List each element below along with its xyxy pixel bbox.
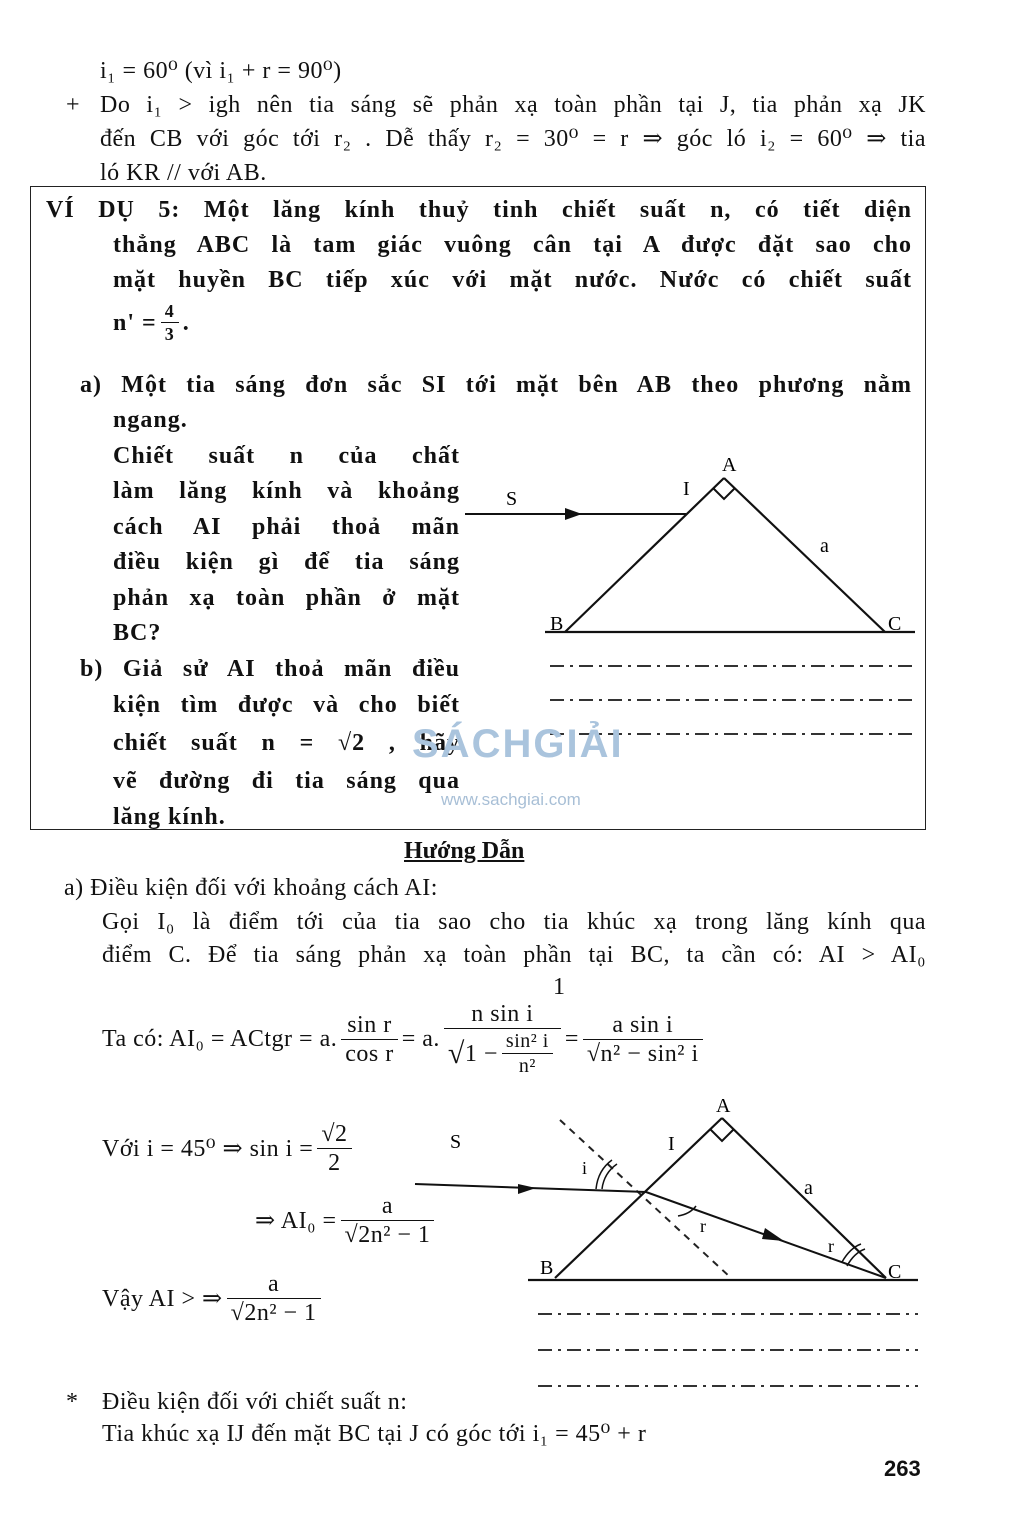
fraction-asini [583,1011,703,1068]
f2-den: √ 1 − $\frac{\text{sin² i}}{\text{n²}}$ [444,1029,561,1078]
example-title-2: thẳng ABC là tam giác vuông cân tại A được đặt sao cho [113,232,912,258]
side-ab [565,478,724,632]
sin-den: 2 [328,1150,341,1176]
part-b-line-5: lăng kính. [113,804,226,830]
prism-diagram-2 [410,1092,925,1402]
part-b-line-3: chiết suất n = √2 , hãy [113,730,460,756]
normal-dashed-line [560,1120,730,1277]
label-s: S [506,488,518,510]
label-s: S [450,1131,462,1153]
guide-heading: Hướng Dẫn [404,838,525,864]
vay-prefix: Vậy AI > ⇒ [102,1285,223,1312]
f2-den-den: n² [518,1055,536,1077]
fraction-vay [227,1270,321,1327]
part-a-q-6: BC? [113,620,162,646]
top-line-1: i₁ = 60⁰ (vì i₁ + r = 90⁰) [100,58,342,84]
top-line-2: Do i₁ > igh nên tia sáng sẽ phản xạ toàn phần tại J, tia phản xạ JK [100,92,926,118]
watermark-brand: SÁCHGIẢI [412,722,624,766]
formula-ai0 [102,1000,707,1078]
prism-diagram-1 [460,450,920,750]
f3-den: √n² − sin² i [586,1040,699,1067]
f3-eq: = [564,1026,579,1052]
part-a-q-3: cách AI phải thoả mãn [113,514,460,540]
formula-vay [102,1270,325,1327]
last-line: Tia khúc xạ IJ đến mặt BC tại J có góc tới i₁ = 45⁰ + r [102,1421,647,1447]
with-i-text: Với i = 45⁰ ⇒ sin i = [102,1135,314,1162]
fraction-sinr-cosr [341,1011,397,1068]
label-b: B [550,613,564,635]
page-number: 263 [884,1456,921,1481]
label-angle-r-c: r [828,1236,834,1256]
n-prime-num: 4 [161,300,179,323]
f2-prefix: = a. [401,1026,440,1052]
f3-num: a sin i [583,1011,703,1040]
top-line-3: đến CB với góc tới r₂ . Dễ thấy r₂ = 30⁰ = r ⇒ góc ló i₂ = 60⁰ ⇒ tia [100,126,926,152]
label-i: I [668,1133,675,1155]
label-a-vertex: A [722,454,737,476]
fraction-sqrt2-2 [317,1120,351,1177]
ai0-num: a [341,1192,435,1221]
side-ac [724,478,885,632]
part-a-q-2: làm lăng kính và khoảng [113,478,460,504]
example-title-3: mặt huyền BC tiếp xúc với mặt nước. Nước có chiết suất [113,267,912,293]
part-a-q-5: phản xạ toàn phần ở mặt [113,585,460,611]
f1-den: cos r [345,1040,394,1067]
guide-a-line-1: Gọi I₀ là điểm tới của tia sao cho tia khúc xạ trong lăng kính qua [102,909,926,935]
part-b-line-1: b) Giả sử AI thoả mãn điều [80,656,460,682]
right-angle-icon [710,1129,734,1141]
part-a-q-1: Chiết suất n của chất [113,443,460,469]
example-title-1: VÍ DỤ 5: Một lăng kính thuỷ tinh chiết suất n, có tiết diện [46,197,912,223]
formula-top-one: 1 [553,974,566,1000]
ai0-prefix: ⇒ AI₀ = [255,1207,337,1234]
right-angle-icon [713,488,735,499]
label-c: C [888,1261,902,1283]
f2-den-one-minus: 1 − [464,1040,498,1067]
formula-sin-i [102,1120,356,1177]
n-prime-fraction [161,300,179,345]
star-bullet: * [66,1389,79,1415]
vay-num: a [227,1270,321,1299]
sin-num: √2 [317,1120,351,1149]
top-line-4: ló KR // với AB. [100,160,267,186]
cond-n-title: Điều kiện đối với chiết suất n: [102,1389,408,1415]
watermark-url: www.sachgiai.com [441,790,581,809]
part-b-line-2: kiện tìm được và cho biết [113,692,460,718]
n-prime-expression: n' = $\frac{4}{3}$ . [113,301,190,344]
refracted-arrow-icon [762,1228,784,1241]
n-prime-label: n' = [113,309,157,336]
part-a-line-1: a) Một tia sáng đơn sắc SI tới mặt bên AB theo phương nằm [80,372,912,398]
label-i: I [683,478,690,500]
label-c: C [888,613,902,635]
f2-num: n sin i [444,1000,561,1029]
label-a-vertex: A [716,1095,731,1117]
label-angle-i: i [582,1158,588,1178]
side-ab [555,1118,722,1278]
label-b: B [540,1257,554,1279]
part-a-q-4: điều kiện gì để tia sáng [113,549,460,575]
label-a-side: a [820,535,829,557]
vay-den: √2n² − 1 [230,1300,317,1326]
ray-arrow-icon [565,508,582,520]
label-angle-r: r [700,1216,706,1236]
n-prime-den: 3 [164,324,175,344]
f1-num: sin r [341,1011,397,1040]
label-a-side: a [804,1177,813,1199]
part-b-line-4: vẽ đường đi tia sáng qua [113,768,460,794]
part-a-line-2: ngang. [113,407,188,433]
angle-i-arc-1 [596,1160,612,1189]
fraction-nsini [444,1000,561,1078]
formula-prefix: Ta có: AI₀ = ACtgr = a. [102,1026,338,1052]
f2-den-fraction [502,1029,553,1078]
guide-a-line-2: điểm C. Để tia sáng phản xạ toàn phần tại BC, ta cần có: AI > AI₀ [102,942,926,968]
f2-den-num: sin² i [502,1029,553,1054]
ai0-den: √2n² − 1 [344,1222,431,1248]
bullet-plus: + [66,92,81,118]
guide-a-title: a) Điều kiện đối với khoảng cách AI: [64,875,438,901]
